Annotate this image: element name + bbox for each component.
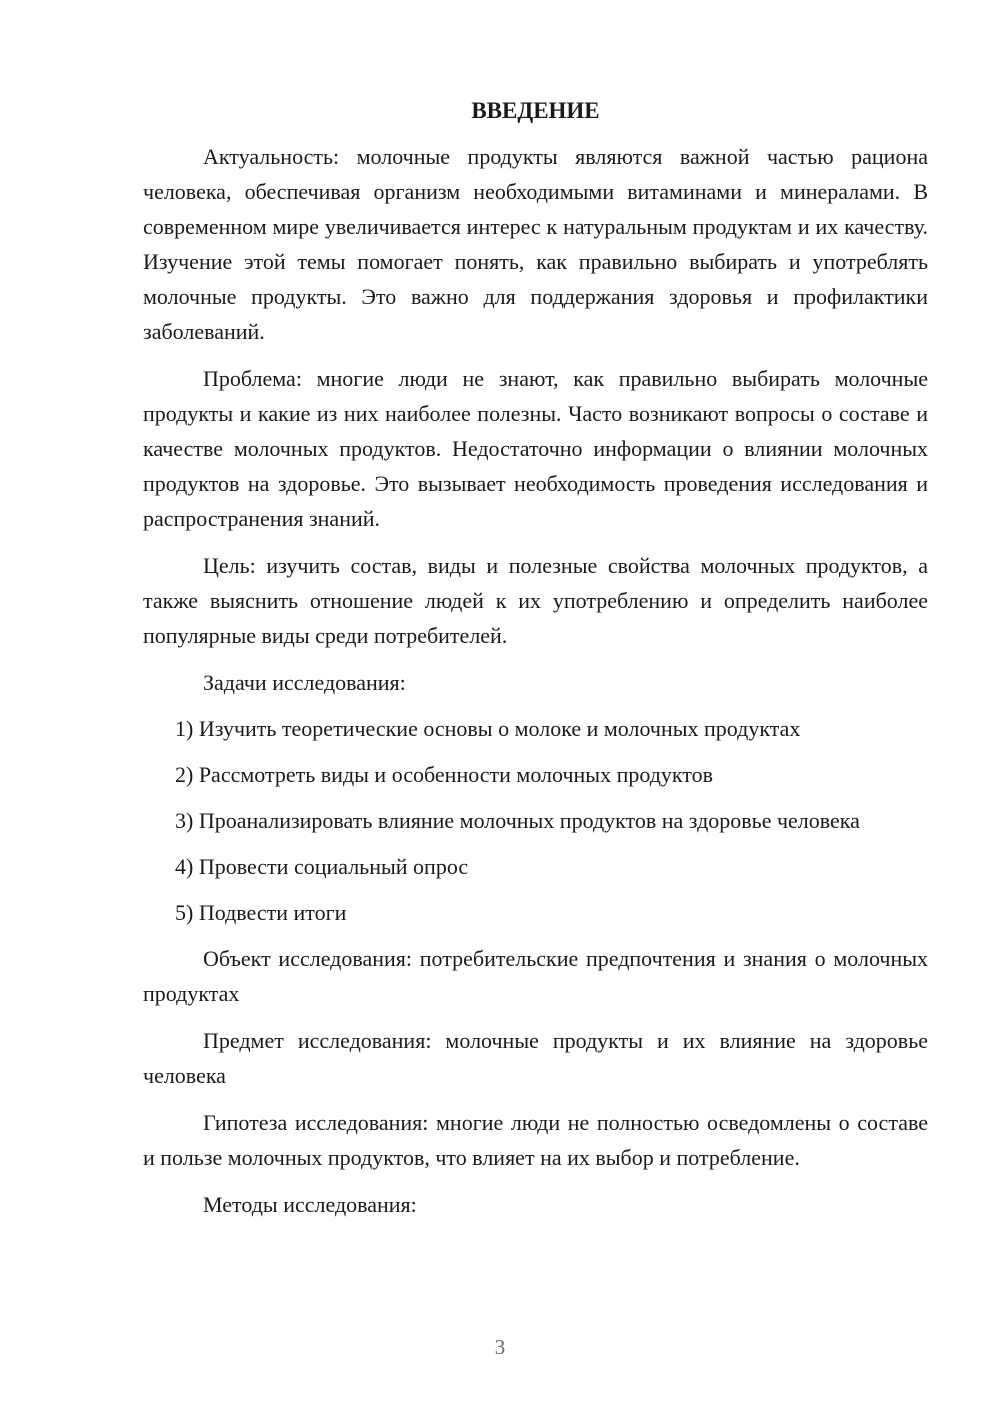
tasks-label: Задачи исследования: [203,670,406,695]
methods-label: Методы исследования: [203,1192,417,1217]
page-number: 3 [494,1335,506,1359]
task-item: 3) Проанализировать влияние молочных продуктов на здоровье человека [175,808,860,833]
tasks-list [143,711,928,930]
paragraph-subject: Предмет исследования: молочные продукты и их влияние на здоровье человека [143,1028,928,1088]
task-item: 4) Провести социальный опрос [175,854,469,879]
task-item: 1) Изучить теоретические основы о молоке и молочных продуктах [175,716,801,741]
task-item: 2) Рассмотреть виды и особенности молочных продуктов [175,762,714,787]
paragraph-relevance: Актуальность: молочные продукты являются важной частью рациона человека, обеспечивая организм необходимыми витаминами и минералами. В современном мире увеличивается интерес к натуральным продуктам и их качеству. Изучение этой темы помогает понять, как правильно выбирать и употреблять молочные продукты. Это важно для поддержания здоровья и профилактики заболеваний. [143,144,928,344]
paragraph-hypothesis: Гипотеза исследования: многие люди не полностью осведомлены о составе и пользе молочных продуктов, что влияет на их выбор и потребление. [143,1110,928,1170]
paragraph-object: Объект исследования: потребительские предпочтения и знания о молочных продуктах [143,946,928,1006]
paragraph-goal: Цель: изучить состав, виды и полезные свойства молочных продуктов, а также выяснить отношение людей к их употреблению и определить наиболее популярные виды среди потребителей. [143,553,928,648]
document-page [143,95,928,1233]
section-title: ВВЕДЕНИЕ [471,98,600,123]
task-item: 5) Подвести итоги [175,900,347,925]
paragraph-problem: Проблема: многие люди не знают, как правильно выбирать молочные продукты и какие из них наиболее полезны. Часто возникают вопросы о составе и качестве молочных продуктов. Недостаточно информации о влиянии молочных продуктов на здоровье. Это вызывает необходимость проведения исследования и распространения знаний. [143,366,928,531]
